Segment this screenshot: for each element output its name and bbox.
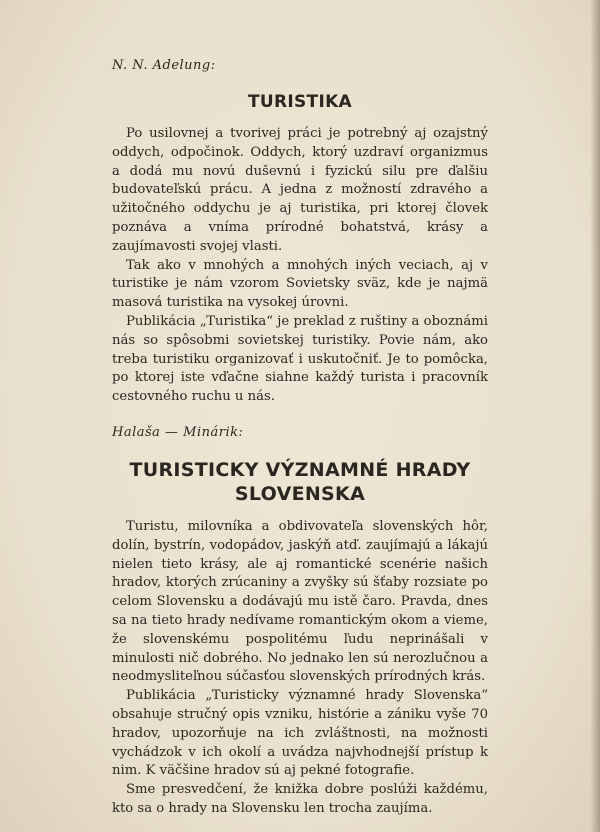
title-hrady: TURISTICKY VÝZNAMNÉ HRADY SLOVENSKA: [129, 458, 471, 505]
paragraph: Po usilovnej a tvorivej práci je potrebný aj ozajstný oddych, odpočinok. Oddych, ktorý uzdraví organizmus a dodá mu novú duševnú i fyzickú silu pre ďalšiu budovateľskú prácu. A jedna z možností zdravého a užitočného oddychu je aj turistika, pri ktorej človek poznáva a vníma prírodné bohatstvá, krásy a zaujímavosti svojej vlasti.: [112, 126, 488, 254]
paragraph: Publikácia „Turisticky významné hrady Slovenska“ obsahuje stručný opis vzniku, histórie a zániku vyše 70 hradov, upozorňuje na ich zvláštnosti, na možnosti vychádzok v ich okolí a uvádza najvhodnejší prístup k nim. K väčšine hradov sú aj pekné fotografie.: [112, 688, 488, 779]
paragraph: Turistu, milovníka a obdivovateľa slovenských hôr, dolín, bystrín, vodopádov, jaskýň atď. zaujímajú a lákajú nielen tieto krásy, ale aj romantické scenérie našich hradov, ktorých zrúcaniny a zvyšky sú šťaby rozsiate po celom Slovensku a dodávajú mu istě čaro. Pravda, dnes sa na tieto hrady nedívame romantickým okom a vieme, že slovenskému pospolitému ľudu neprinášali v minulosti nič dobrého. No jednako len sú nerozlučnou a neodmysliteľnou súčasťou slovenských prírodných krás.: [112, 518, 488, 685]
paragraph: Publikácia „Turistika“ je preklad z ruštiny a oboznámi nás so spôsobmi sovietskej turistiky. Povie nám, ako treba turistiku organizovať i uskutočniť. Je to pomôcka, po ktorej iste vďačne siahne každý turista i pracovník cestovného ruchu u nás.: [112, 313, 488, 405]
page-content: [112, 58, 488, 819]
paragraph: Tak ako v mnohých a mnohých iných veciach, aj v turistike je nám vzorom Sovietsky sväz, kde je najmä masová turistika na vysokej úrovni.: [112, 257, 488, 311]
paragraph: Sme presvedčení, že knižka dobre poslúži každému, kto sa o hrady na Slovensku len trocha zaujíma.: [112, 782, 488, 816]
author-line-1: N. N. Adelung:: [112, 58, 216, 73]
page-edge-shadow: [590, 0, 600, 832]
title-turistika: TURISTIKA: [247, 92, 352, 112]
author-line-2: Halaša — Minárik:: [112, 424, 244, 440]
